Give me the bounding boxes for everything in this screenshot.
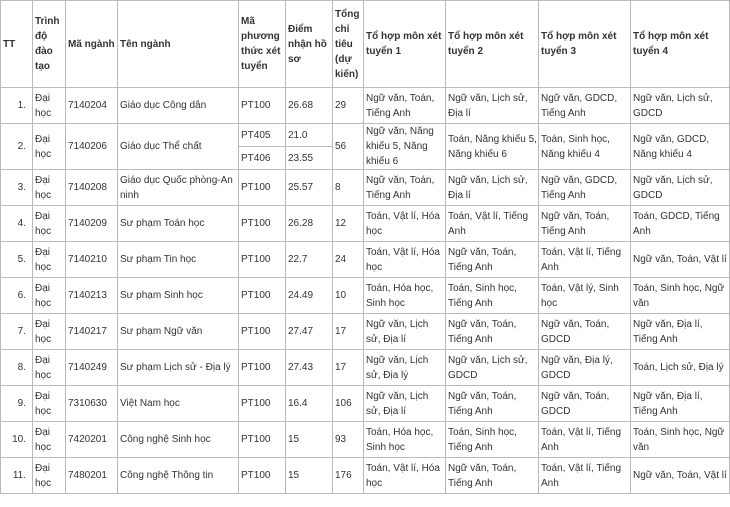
cell-level: Đại học bbox=[33, 206, 66, 242]
header-level: Trình độ đào tạo bbox=[33, 1, 66, 88]
cell-code: 7140208 bbox=[66, 170, 118, 206]
cell-combo-2: Ngữ văn, Lịch sử, Địa lí bbox=[446, 88, 539, 124]
cell-method: PT100 bbox=[239, 170, 286, 206]
cell-name: Công nghệ Sinh học bbox=[118, 422, 239, 458]
cell-combo-2: Toán, Vật lí, Tiếng Anh bbox=[446, 206, 539, 242]
cell-combo-4: Toán, Sinh học, Ngữ văn bbox=[631, 422, 730, 458]
cell-tt: 1. bbox=[1, 88, 33, 124]
cell-code: 7420201 bbox=[66, 422, 118, 458]
cell-tt: 4. bbox=[1, 206, 33, 242]
cell-combo-3: Ngữ văn, Toán, Tiếng Anh bbox=[539, 206, 631, 242]
cell-level: Đại học bbox=[33, 170, 66, 206]
cell-quota: 24 bbox=[333, 242, 364, 278]
cell-quota: 17 bbox=[333, 314, 364, 350]
cell-score: 15 bbox=[286, 422, 333, 458]
cell-combo-2: Ngữ văn, Toán, Tiếng Anh bbox=[446, 458, 539, 494]
cell-combo-1: Ngữ văn, Năng khiếu 5, Năng khiếu 6 bbox=[364, 124, 446, 170]
cell-name: Giáo dục Thể chất bbox=[118, 124, 239, 170]
header-combo-4: Tổ hợp môn xét tuyển 4 bbox=[631, 1, 730, 88]
cell-code: 7140206 bbox=[66, 124, 118, 170]
cell-combo-4: Ngữ văn, Lịch sử, GDCD bbox=[631, 170, 730, 206]
table-row bbox=[1, 458, 730, 494]
cell-combo-1: Toán, Vật lí, Hóa học bbox=[364, 206, 446, 242]
cell-quota: 56 bbox=[333, 124, 364, 170]
cell-code: 7140204 bbox=[66, 88, 118, 124]
cell-combo-3: Ngữ văn, GDCD, Tiếng Anh bbox=[539, 88, 631, 124]
table-row bbox=[1, 88, 730, 124]
cell-code: 7310630 bbox=[66, 386, 118, 422]
cell-level: Đại học bbox=[33, 88, 66, 124]
cell-combo-1: Toán, Vật lí, Hóa học bbox=[364, 242, 446, 278]
cell-combo-4: Toán, GDCD, Tiếng Anh bbox=[631, 206, 730, 242]
cell-quota: 8 bbox=[333, 170, 364, 206]
cell-combo-3: Toán, Vật lí, Tiếng Anh bbox=[539, 242, 631, 278]
cell-code: 7140213 bbox=[66, 278, 118, 314]
cell-combo-3: Toán, Vật lý, Sinh học bbox=[539, 278, 631, 314]
cell-code: 7480201 bbox=[66, 458, 118, 494]
cell-level: Đại học bbox=[33, 124, 66, 170]
header-quota: Tổng chỉ tiêu (dự kiến) bbox=[333, 1, 364, 88]
cell-tt: 5. bbox=[1, 242, 33, 278]
cell-name: Việt Nam học bbox=[118, 386, 239, 422]
cell-level: Đại học bbox=[33, 278, 66, 314]
table-row bbox=[1, 350, 730, 386]
cell-method: PT100 bbox=[239, 206, 286, 242]
cell-combo-4: Ngữ văn, Địa lí, Tiếng Anh bbox=[631, 386, 730, 422]
cell-quota: 10 bbox=[333, 278, 364, 314]
header-tt: TT bbox=[1, 1, 33, 88]
cell-method: PT100 bbox=[239, 314, 286, 350]
cell-name: Giáo dục Công dân bbox=[118, 88, 239, 124]
cell-combo-3: Ngữ văn, Địa lý, GDCD bbox=[539, 350, 631, 386]
cell-combo-3: Toán, Sinh học, Năng khiếu 4 bbox=[539, 124, 631, 170]
cell-combo-2: Ngữ văn, Toán, Tiếng Anh bbox=[446, 314, 539, 350]
table-row bbox=[1, 242, 730, 278]
cell-level: Đại học bbox=[33, 422, 66, 458]
cell-combo-4: Ngữ văn, Lịch sử, GDCD bbox=[631, 88, 730, 124]
cell-score: 27.47 bbox=[286, 314, 333, 350]
cell-combo-4: Ngữ văn, Địa lí, Tiếng Anh bbox=[631, 314, 730, 350]
cell-tt: 11. bbox=[1, 458, 33, 494]
cell-combo-1: Ngữ văn, Lịch sử, Địa lý bbox=[364, 350, 446, 386]
cell-method: PT100 bbox=[239, 458, 286, 494]
cell-combo-1: Ngữ văn, Lịch sử, Địa lí bbox=[364, 386, 446, 422]
header-combo-2: Tổ hợp môn xét tuyển 2 bbox=[446, 1, 539, 88]
header-code: Mã ngành bbox=[66, 1, 118, 88]
cell-tt: 9. bbox=[1, 386, 33, 422]
cell-combo-3: Toán, Vật lí, Tiếng Anh bbox=[539, 458, 631, 494]
cell-score: 21.0 bbox=[286, 124, 333, 147]
table-row bbox=[1, 422, 730, 458]
table-row bbox=[1, 206, 730, 242]
cell-tt: 6. bbox=[1, 278, 33, 314]
table-row bbox=[1, 386, 730, 422]
cell-score: 27.43 bbox=[286, 350, 333, 386]
cell-quota: 93 bbox=[333, 422, 364, 458]
cell-level: Đại học bbox=[33, 458, 66, 494]
cell-level: Đại học bbox=[33, 314, 66, 350]
table-row bbox=[1, 124, 730, 147]
cell-combo-4: Toán, Lịch sử, Địa lý bbox=[631, 350, 730, 386]
cell-combo-4: Ngữ văn, Toán, Vật lí bbox=[631, 458, 730, 494]
cell-combo-3: Ngữ văn, Toán, GDCD bbox=[539, 314, 631, 350]
cell-method: PT100 bbox=[239, 278, 286, 314]
cell-method: PT100 bbox=[239, 386, 286, 422]
cell-combo-2: Toán, Năng khiếu 5, Năng khiếu 6 bbox=[446, 124, 539, 170]
cell-method: PT100 bbox=[239, 242, 286, 278]
cell-combo-4: Ngữ văn, Toán, Vật lí bbox=[631, 242, 730, 278]
cell-score: 22.7 bbox=[286, 242, 333, 278]
header-combo-1: Tổ hợp môn xét tuyển 1 bbox=[364, 1, 446, 88]
cell-code: 7140209 bbox=[66, 206, 118, 242]
cell-combo-2: Ngữ văn, Toán, Tiếng Anh bbox=[446, 242, 539, 278]
header-row bbox=[1, 1, 730, 88]
cell-name: Công nghệ Thông tin bbox=[118, 458, 239, 494]
cell-method: PT100 bbox=[239, 350, 286, 386]
table-row bbox=[1, 314, 730, 350]
cell-combo-3: Toán, Vật lí, Tiếng Anh bbox=[539, 422, 631, 458]
cell-combo-1: Toán, Vật lí, Hóa học bbox=[364, 458, 446, 494]
cell-name: Sư phạm Lịch sử - Địa lý bbox=[118, 350, 239, 386]
cell-score: 15 bbox=[286, 458, 333, 494]
cell-combo-1: Ngữ văn, Toán, Tiếng Anh bbox=[364, 170, 446, 206]
cell-quota: 17 bbox=[333, 350, 364, 386]
cell-combo-2: Ngữ văn, Toán, Tiếng Anh bbox=[446, 386, 539, 422]
cell-method: PT100 bbox=[239, 422, 286, 458]
cell-tt: 3. bbox=[1, 170, 33, 206]
cell-combo-2: Ngữ văn, Lịch sử, GDCD bbox=[446, 350, 539, 386]
header-method: Mã phương thức xét tuyển bbox=[239, 1, 286, 88]
cell-level: Đại học bbox=[33, 242, 66, 278]
cell-combo-2: Toán, Sinh học, Tiếng Anh bbox=[446, 422, 539, 458]
cell-combo-3: Ngữ văn, Toán, GDCD bbox=[539, 386, 631, 422]
cell-quota: 106 bbox=[333, 386, 364, 422]
cell-tt: 8. bbox=[1, 350, 33, 386]
cell-combo-4: Toán, Sinh học, Ngữ văn bbox=[631, 278, 730, 314]
cell-quota: 176 bbox=[333, 458, 364, 494]
cell-score: 26.68 bbox=[286, 88, 333, 124]
cell-code: 7140217 bbox=[66, 314, 118, 350]
cell-name: Giáo dục Quốc phòng-An ninh bbox=[118, 170, 239, 206]
cell-method: PT405 bbox=[239, 124, 286, 147]
cell-code: 7140210 bbox=[66, 242, 118, 278]
cell-combo-1: Ngữ văn, Lịch sử, Địa lí bbox=[364, 314, 446, 350]
header-combo-3: Tổ hợp môn xét tuyển 3 bbox=[539, 1, 631, 88]
cell-combo-3: Ngữ văn, GDCD, Tiếng Anh bbox=[539, 170, 631, 206]
cell-tt: 7. bbox=[1, 314, 33, 350]
cell-quota: 12 bbox=[333, 206, 364, 242]
table-row bbox=[1, 278, 730, 314]
cell-score: 25.57 bbox=[286, 170, 333, 206]
cell-combo-1: Toán, Hóa học, Sinh học bbox=[364, 278, 446, 314]
cell-combo-1: Ngữ văn, Toán, Tiếng Anh bbox=[364, 88, 446, 124]
cell-method: PT406 bbox=[239, 147, 286, 170]
cell-level: Đại học bbox=[33, 350, 66, 386]
cell-combo-4: Ngữ văn, GDCD, Năng khiếu 4 bbox=[631, 124, 730, 170]
cell-score: 24.49 bbox=[286, 278, 333, 314]
cell-name: Sư phạm Sinh học bbox=[118, 278, 239, 314]
header-score: Điểm nhận hồ sơ bbox=[286, 1, 333, 88]
cell-combo-1: Toán, Hóa học, Sinh học bbox=[364, 422, 446, 458]
table-row bbox=[1, 170, 730, 206]
cell-level: Đại học bbox=[33, 386, 66, 422]
cell-code: 7140249 bbox=[66, 350, 118, 386]
cell-tt: 10. bbox=[1, 422, 33, 458]
cell-score: 26.28 bbox=[286, 206, 333, 242]
cell-name: Sư phạm Tin học bbox=[118, 242, 239, 278]
cell-name: Sư phạm Toán học bbox=[118, 206, 239, 242]
cell-method: PT100 bbox=[239, 88, 286, 124]
cell-tt: 2. bbox=[1, 124, 33, 170]
cell-score: 16.4 bbox=[286, 386, 333, 422]
cell-combo-2: Toán, Sinh học, Tiếng Anh bbox=[446, 278, 539, 314]
cell-quota: 29 bbox=[333, 88, 364, 124]
cell-score: 23.55 bbox=[286, 147, 333, 170]
header-name: Tên ngành bbox=[118, 1, 239, 88]
cell-name: Sư phạm Ngữ văn bbox=[118, 314, 239, 350]
cell-combo-2: Ngữ văn, Lịch sử, Địa lí bbox=[446, 170, 539, 206]
